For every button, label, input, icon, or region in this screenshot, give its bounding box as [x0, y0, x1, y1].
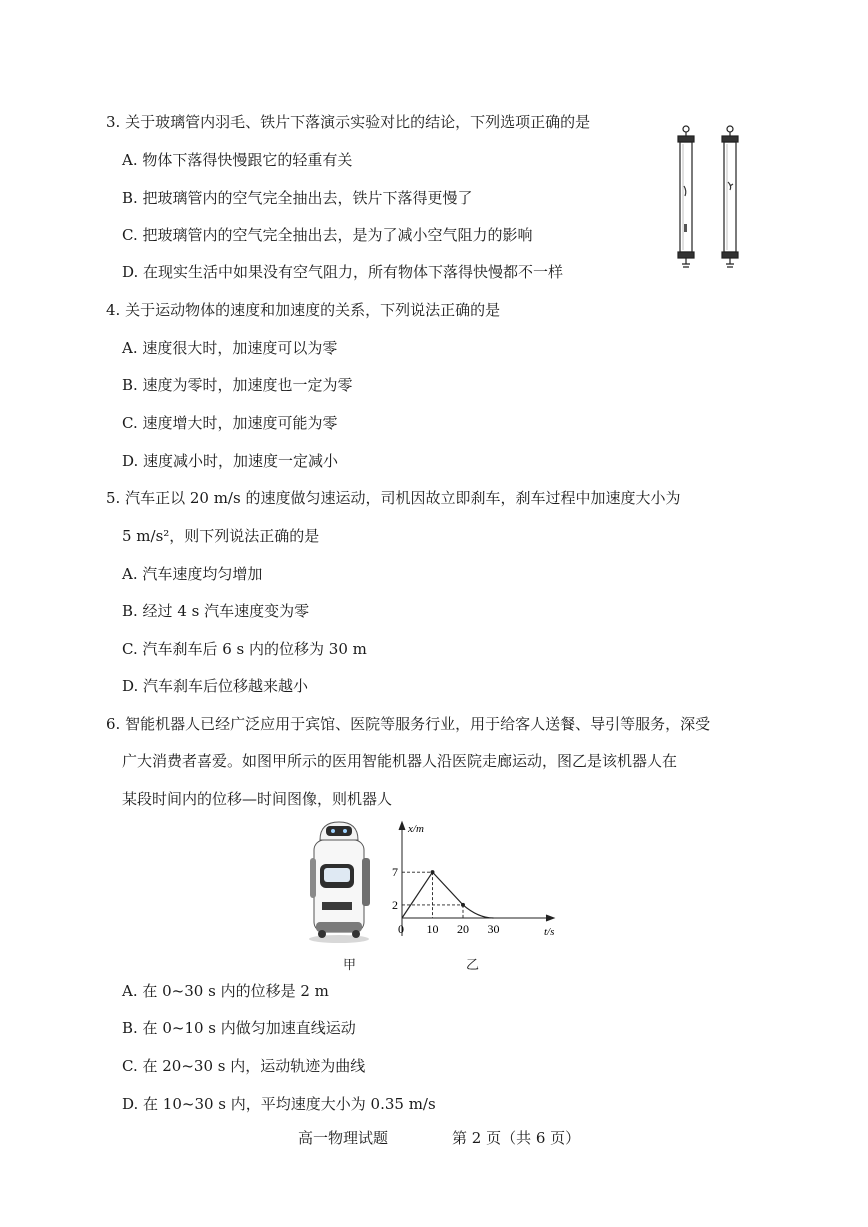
question-3-option-c: C. 把玻璃管内的空气完全抽出去，是为了减小空气阻力的影响	[122, 226, 533, 244]
question-3-option-a: A. 物体下落得快慢跟它的轻重有关	[122, 151, 353, 169]
graph-point-second	[461, 903, 465, 907]
graph-y-tick-label: 2	[392, 897, 398, 912]
question-5-option-d: D. 汽车刹车后位移越来越小	[122, 677, 309, 695]
question-4-option-a: A. 速度很大时，加速度可以为零	[122, 339, 338, 357]
graph-segment-fall	[433, 872, 464, 905]
question-6-option-a: A. 在 0~30 s 内的位移是 2 m	[122, 982, 329, 1000]
robot-illustration	[302, 818, 376, 944]
graph-point-peak	[431, 870, 435, 874]
graph-segment-rise	[402, 872, 433, 918]
figure-label-yi: 乙	[466, 958, 480, 973]
graph-origin-label: 0	[398, 922, 404, 936]
graph-x-tick-label: 10	[426, 922, 439, 936]
question-3-stem: 3. 关于玻璃管内羽毛、铁片下落演示实验对比的结论，下列选项正确的是	[106, 113, 591, 131]
question-6-stem: 6. 智能机器人已经广泛应用于宾馆、医院等服务行业，用于给客人送餐、导引等服务，深受	[106, 715, 711, 733]
question-6-option-d: D. 在 10~30 s 内，平均速度大小为 0.35 m/s	[122, 1095, 436, 1113]
position-time-graph	[380, 818, 570, 944]
question-5-option-c: C. 汽车刹车后 6 s 内的位移为 30 m	[122, 640, 367, 658]
question-6-stem-continued: 广大消费者喜爱。如图甲所示的医用智能机器人沿医院走廊运动，图乙是该机器人在	[122, 752, 678, 770]
graph-x-axis-arrow	[546, 915, 554, 921]
question-5-stem: 5. 汽车正以 20 m/s 的速度做匀速运动，司机因故立即刹车，刹车过程中加速度大小为	[106, 489, 681, 507]
question-6-option-c: C. 在 20~30 s 内，运动轨迹为曲线	[122, 1057, 366, 1075]
figure-label-jia: 甲	[343, 958, 357, 973]
right-tube	[722, 126, 738, 267]
graph-x-tick-label: 30	[487, 922, 500, 936]
footer-subject: 高一物理试题	[298, 1129, 389, 1147]
question-5-stem-continued: 5 m/s²，则下列说法正确的是	[122, 527, 320, 545]
question-5-option-b: B. 经过 4 s 汽车速度变为零	[122, 602, 310, 620]
graph-x-axis-label: t/s	[544, 926, 555, 938]
question-4-option-d: D. 速度减小时，加速度一定减小	[122, 452, 339, 470]
question-6-stem-continued-2: 某段时间内的位移—时间图像，则机器人	[122, 790, 393, 808]
question-4-option-b: B. 速度为零时，加速度也一定为零	[122, 376, 353, 394]
footer-page-number: 第 2 页（共 6 页）	[452, 1129, 581, 1147]
question-4-option-c: C. 速度增大时，加速度可能为零	[122, 414, 338, 432]
graph-y-axis-label: x/m	[408, 823, 424, 835]
graph-y-axis-arrow	[399, 822, 405, 830]
question-5-option-a: A. 汽车速度均匀增加	[122, 565, 263, 583]
graph-segment-curve	[463, 905, 494, 918]
question-4-stem: 4. 关于运动物体的速度和加速度的关系，下列说法正确的是	[106, 301, 501, 319]
glass-tubes-illustration	[668, 124, 748, 274]
left-tube	[678, 126, 694, 267]
graph-x-tick-label: 20	[457, 922, 469, 936]
question-3-option-b: B. 把玻璃管内的空气完全抽出去，铁片下落得更慢了	[122, 189, 473, 207]
question-3-option-d: D. 在现实生活中如果没有空气阻力，所有物体下落得快慢都不一样	[122, 263, 564, 281]
graph-y-tick-label: 7	[392, 865, 398, 880]
question-6-option-b: B. 在 0~10 s 内做匀加速直线运动	[122, 1019, 356, 1037]
